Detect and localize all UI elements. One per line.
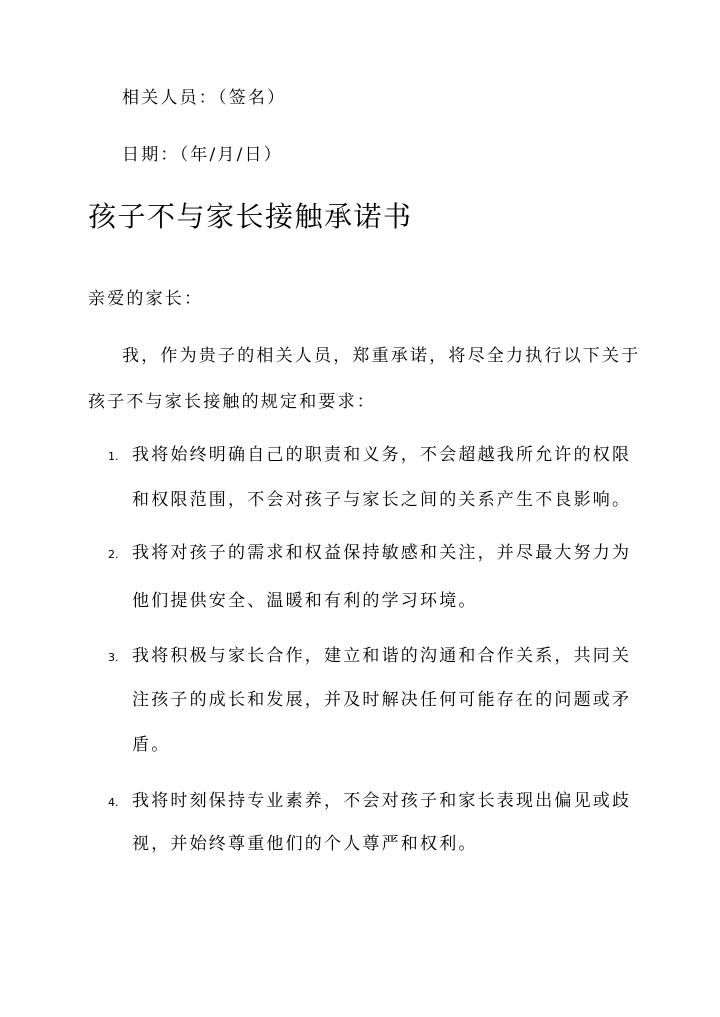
list-item-number: 1.: [108, 450, 119, 463]
salutation: 亲爱的家长：: [88, 289, 204, 309]
intro-line-2: 孩子不与家长接触的规定和要求：: [88, 392, 376, 412]
intro-line-1: 我，作为贵子的相关人员，郑重承诺，将尽全力执行以下关于: [122, 346, 641, 366]
list-item-line: 注孩子的成长和发展，并及时解决任何可能存在的问题或矛: [132, 690, 632, 710]
list-item-line: 我将对孩子的需求和权益保持敏感和关注，并尽最大努力为: [132, 543, 632, 563]
list-item-line: 和权限范围，不会对孩子与家长之间的关系产生不良影响。: [132, 490, 632, 510]
date-line: 日期：（年/月/日）: [122, 145, 283, 165]
document-title: 孩子不与家长接触承诺书: [88, 200, 413, 233]
list-item-number: 3.: [108, 651, 119, 664]
list-item-line: 我将时刻保持专业素养，不会对孩子和家长表现出偏见或歧: [132, 791, 632, 811]
list-item-line: 我将始终明确自己的职责和义务，不会超越我所允许的权限: [132, 445, 632, 465]
signature-line: 相关人员：（签名）: [122, 88, 287, 108]
list-item-line: 盾。: [132, 735, 171, 755]
list-item-number: 4.: [108, 796, 119, 809]
list-item-line: 他们提供安全、温暖和有利的学习环境。: [132, 591, 478, 611]
list-item-number: 2.: [108, 548, 119, 561]
list-item-line: 我将积极与家长合作，建立和谐的沟通和合作关系，共同关: [132, 646, 632, 666]
list-item-line: 视，并始终尊重他们的个人尊严和权利。: [132, 834, 478, 854]
